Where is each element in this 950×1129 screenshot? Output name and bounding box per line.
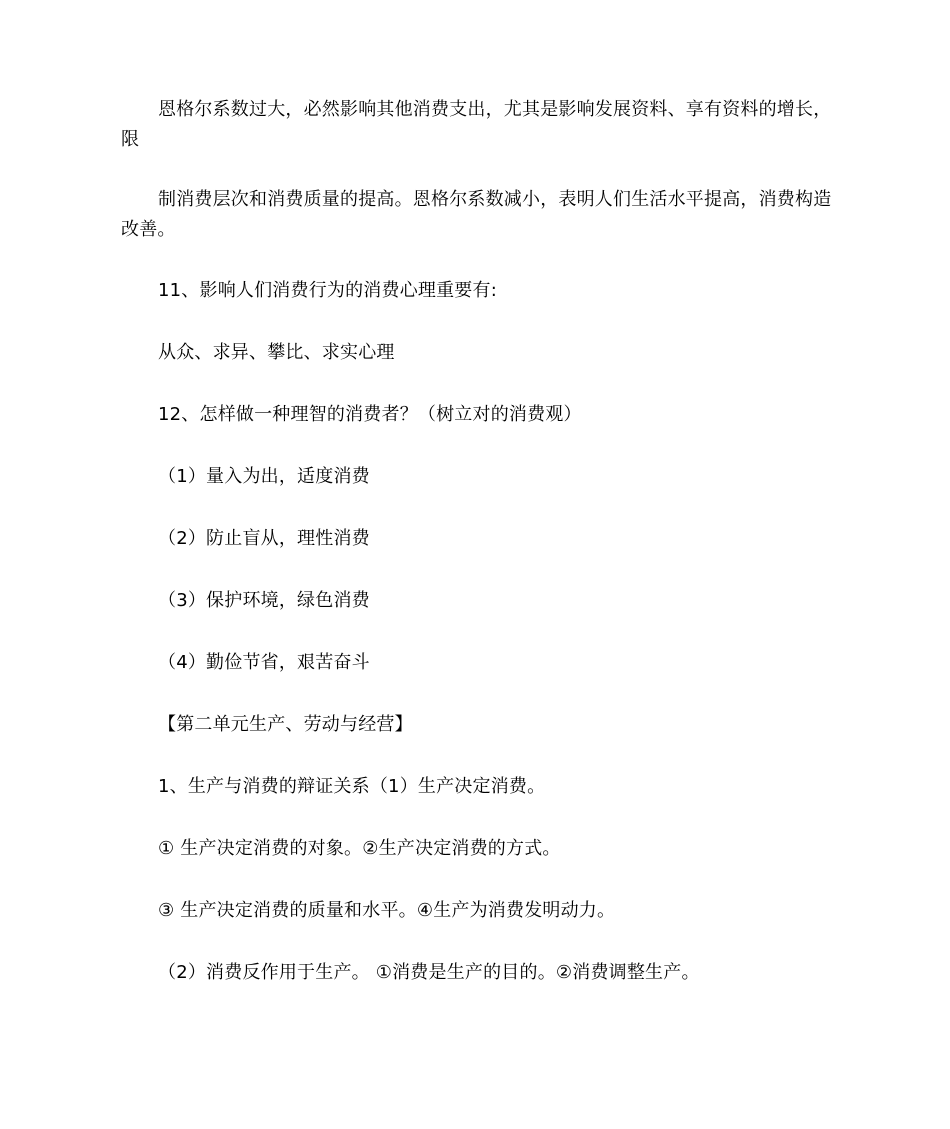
paragraph-point-3: （3）保护环境，绿色消费	[158, 590, 370, 611]
paragraph-production-1: ① 生产决定消费的对象。②生产决定消费的方式。	[158, 838, 561, 859]
paragraph-consumption-reaction: （2）消费反作用于生产。 ①消费是生产的目的。②消费调整生产。	[158, 962, 700, 983]
paragraph-point-1: （1）量入为出，适度消费	[158, 466, 370, 487]
paragraph-production-2: ③ 生产决定消费的质量和水平。④生产为消费发明动力。	[158, 900, 616, 921]
paragraph-item-12: 12、怎样做一种理智的消费者？（树立对的消费观）	[158, 404, 582, 425]
paragraph-item-11: 11、影响人们消费行为的消费心理重要有:	[158, 280, 497, 301]
paragraph-item-1: 1、生产与消费的辩证关系（1）生产决定消费。	[158, 776, 546, 797]
paragraph-engel-1: 恩格尔系数过大，必然影响其他消费支出，尤其是影响发展资料、享有资料的增长，限	[121, 99, 832, 150]
paragraph-psychology-list: 从众、求异、攀比、求实心理	[158, 342, 395, 363]
paragraph-point-2: （2）防止盲从，理性消费	[158, 528, 370, 549]
paragraph-engel-2: 制消费层次和消费质量的提高。恩格尔系数减小，表明人们生活水平提高，消费构造改善。	[121, 189, 832, 240]
section-heading-unit-2: 【第二单元生产、劳动与经营】	[158, 714, 413, 735]
paragraph-point-4: （4）勤俭节省，艰苦奋斗	[158, 652, 370, 673]
